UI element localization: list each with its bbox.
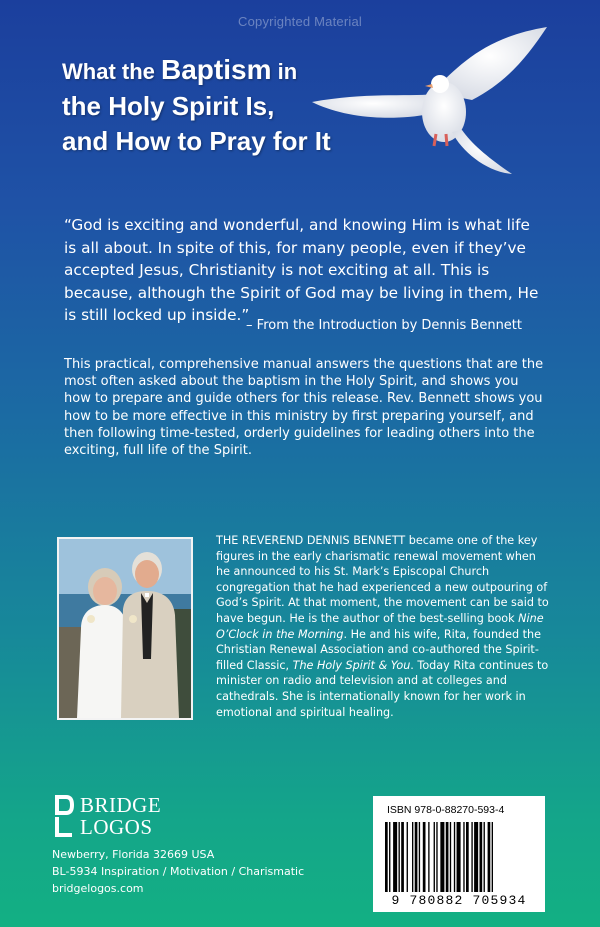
barcode-bar [454, 822, 455, 892]
barcode-bar [446, 822, 449, 892]
publisher-code: BL-5934 Inspiration / Motivation / Charismatic [52, 865, 305, 878]
author-photo [57, 537, 193, 720]
title-line1-a: What the [62, 59, 161, 84]
barcode-bar [401, 822, 404, 892]
publisher-logo [52, 793, 182, 839]
barcode-bar [385, 822, 388, 892]
book-description: This practical, comprehensive manual answers the questions that are the most often asked about the baptism in the Holy Spirit, and shows you how to prepare and guide others for this release. Rev. Bennett shows you how to be more effective in this ministry by first preparing yourself, and then following time-tested, orderly guidelines for leading others into the exciting, full life of the Spirit. [64, 357, 544, 459]
bio-part3: . Today Rita continues to minister on radio and television and at colleges and cathedrals. She is internationally known for her work in emotional and spiritual healing. [216, 658, 549, 719]
bio-part1: THE REVEREND DENNIS BENNETT became one of the key figures in the early charismatic renewal movement when he announced to his St. Mark’s Episcopal Church congregation that he had experienced a new outpouring of God’s Spirit. At that moment, the movement can be said to have begun. He is the author of the best-selling book [216, 534, 549, 625]
publisher-info [52, 846, 352, 897]
isbn-label: ISBN 978-0-88270-593-4 [387, 804, 505, 816]
bio-book1: Nine O’Clock in the Morning [216, 611, 544, 641]
barcode-bar [463, 822, 464, 892]
copyright-watermark: Copyrighted Material [238, 14, 362, 29]
barcode-bar [471, 822, 472, 892]
barcode-bar [434, 822, 435, 892]
barcode-bar [480, 822, 483, 892]
barcode-bar [484, 822, 485, 892]
bio-part2: . He and his wife, Rita, founded the Christian Renewal Association and co-authored the Spirit-filled Classic, [216, 627, 542, 672]
logo-text-bridge: BRIDGE [80, 793, 162, 817]
barcode-bars [383, 822, 535, 892]
barcode-bar [412, 822, 413, 892]
barcode-bar [488, 822, 491, 892]
intro-quote: “God is exciting and wonderful, and knowing Him is what life is all about. In spite of this, for many people, even if they’ve accepted Jesus, Christianity is not exciting at all. This is because, although the Spirit of God may be living in them, He is still locked up inside.” [64, 216, 539, 324]
barcode-bar [423, 822, 426, 892]
barcode-bar [436, 822, 437, 892]
dove-image [312, 22, 552, 187]
title-line3: and How to Pray for It [62, 126, 331, 156]
barcode-bar [466, 822, 469, 892]
barcode-number: 9 780882 705934 [391, 893, 527, 908]
barcode-bar [407, 822, 408, 892]
barcode-bar [474, 822, 478, 892]
title-line1-b: Baptism [161, 54, 272, 85]
logo-text-logos: LOGOS [80, 815, 153, 839]
quote-attribution: – From the Introduction by Dennis Bennett [246, 318, 522, 333]
title-line1-c: in [271, 59, 298, 84]
barcode-bar [440, 822, 444, 892]
barcode-block [373, 796, 545, 912]
title-line2: the Holy Spirit Is, [62, 91, 275, 121]
barcode-bar [419, 822, 420, 892]
bridge-logos-mark-icon [52, 793, 78, 839]
barcode-bar [399, 822, 400, 892]
author-bio [216, 533, 552, 720]
barcode-bar [492, 822, 493, 892]
barcode-bar [389, 822, 390, 892]
barcode-bar [450, 822, 451, 892]
bio-book2: The Holy Spirit & You [292, 658, 411, 672]
barcode-bar [457, 822, 461, 892]
publisher-website: bridgelogos.com [52, 882, 144, 895]
barcode-bar [393, 822, 397, 892]
barcode-bar [428, 822, 429, 892]
publisher-address: Newberry, Florida 32669 USA [52, 848, 215, 861]
author-photo-illustration [59, 539, 191, 718]
barcode-bar [415, 822, 418, 892]
